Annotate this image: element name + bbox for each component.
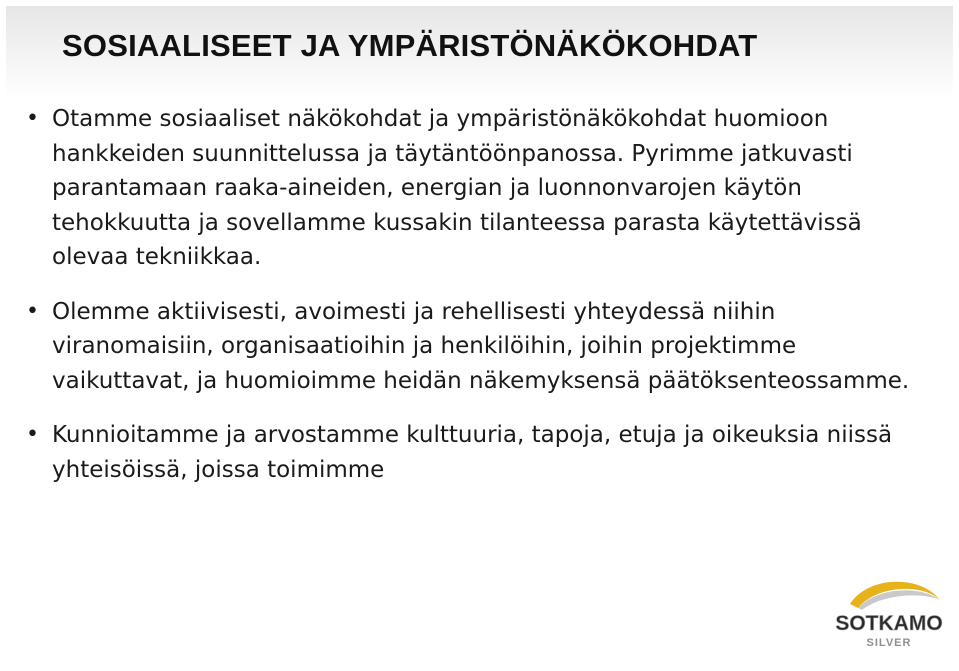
bullet-item: • Olemme aktiivisesti, avoimesti ja rehellisesti yhteydessä niihin viranomaisiin, organisaatioihin ja henkilöihin, joihin projektimme vaikuttavat, ja huomioimme heidän näkemyksensä päätöksenteossamme. <box>22 295 927 399</box>
sotkamo-silver-logo <box>828 570 950 660</box>
slide-title: SOSIAALISEET JA YMPÄRISTÖNÄKÖKOHDAT <box>62 28 758 63</box>
logo-tagline: SILVER <box>866 637 912 649</box>
bullet-list <box>22 102 927 507</box>
logo-name: SOTKAMO <box>835 612 943 635</box>
bullet-item: • Kunnioitamme ja arvostamme kulttuuria, tapoja, etuja ja oikeuksia niissä yhteisöissä, joissa toimimme <box>22 418 927 487</box>
logo-graphic <box>828 570 950 660</box>
bullet-item: • Otamme sosiaaliset näkökohdat ja ympäristönäkökohdat huomioon hankkeiden suunnittelussa ja täytäntöönpanossa. Pyrimme jatkuvasti parantamaan raaka-aineiden, energian ja luonnonvarojen käytön tehokkuutta ja sovellamme kussakin tilanteessa parasta käytettävissä olevaa tekniikkaa. <box>22 102 927 275</box>
